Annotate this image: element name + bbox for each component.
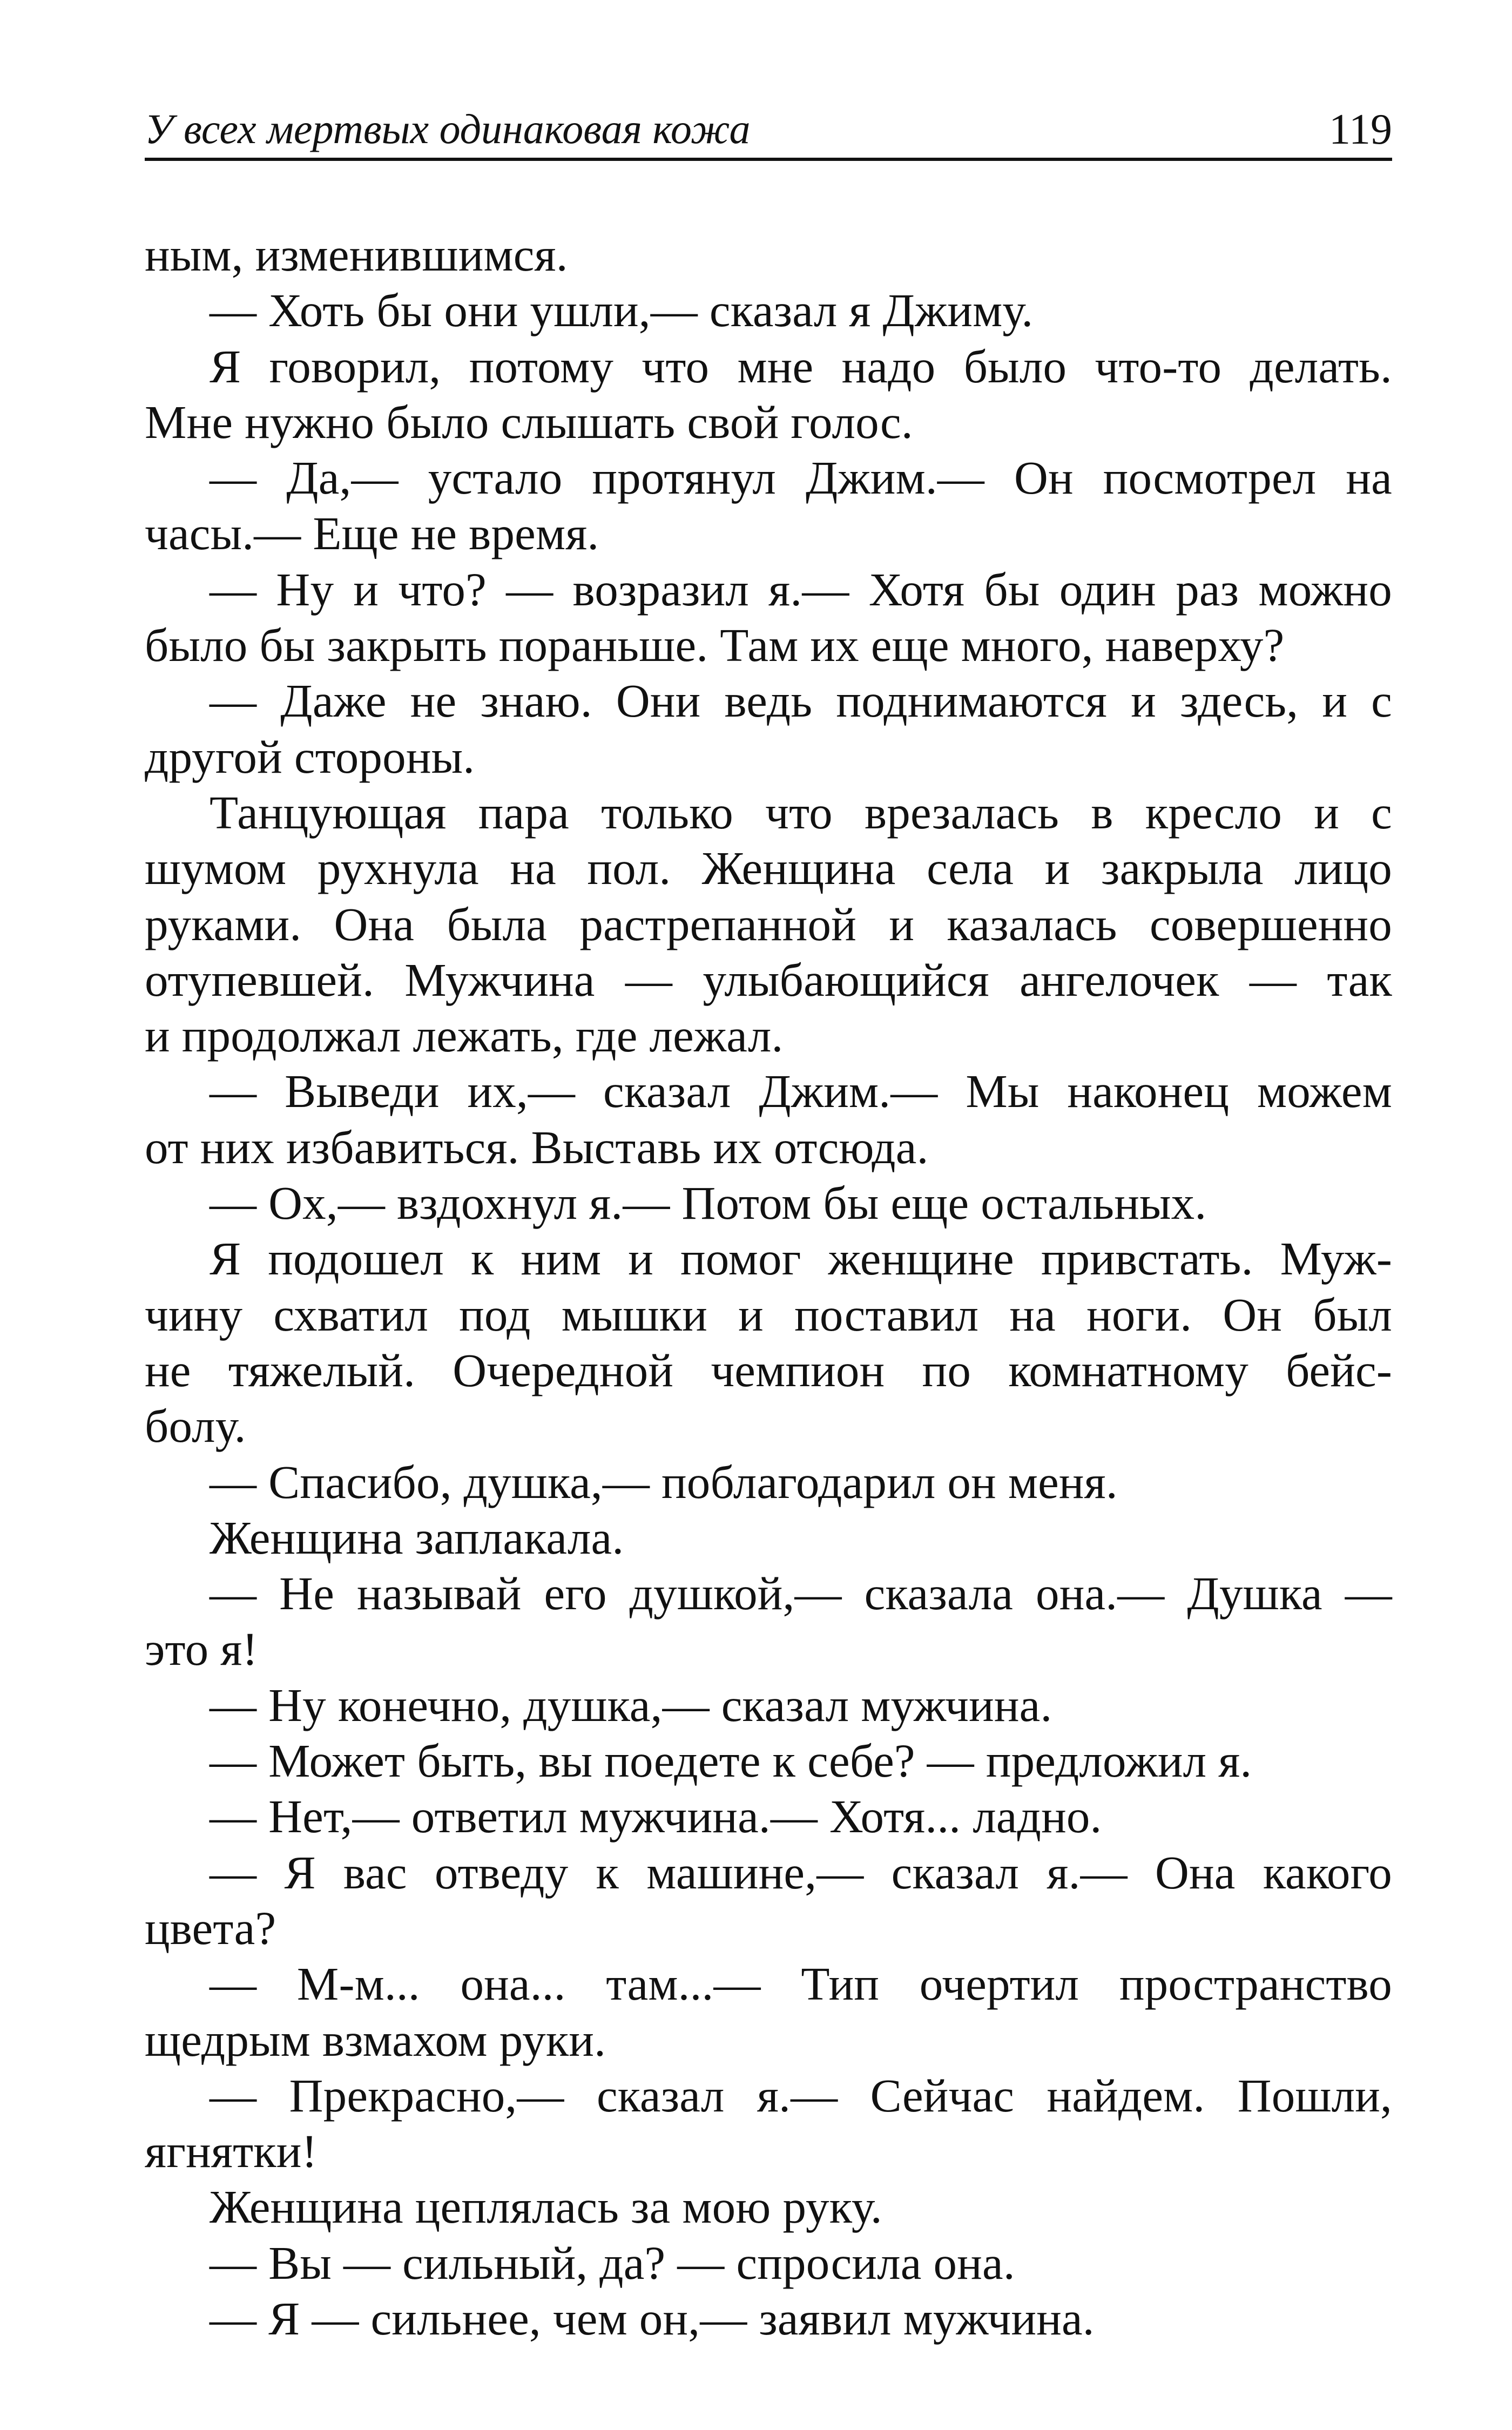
text-line: часы.— Еще не время. [145,507,599,560]
text-line: — Я вас отведу к машине,— сказал я.— Она какого [210,1846,1392,1899]
running-title: У всех мертвых одинаковая кожа [145,105,751,152]
text-line: ягнятки! [145,2125,318,2178]
text-line: — Вы — сильный, да? — спросила она. [210,2236,1015,2289]
text-line: — Ну и что? — возразил я.— Хотя бы один раз можно [210,563,1392,616]
text-line: — М-м... она... там...— Тип очертил пространство [210,1958,1392,2010]
text-line: Танцующая пара только что врезалась в кресло и с [210,786,1392,839]
text-line: Мне нужно было слышать свой голос. [145,395,913,448]
text-line: другой стороны. [145,730,475,783]
text-line: от них избавиться. Выставь их отсюда. [145,1120,929,1173]
text-line: — Ну конечно, душка,— сказал мужчина. [210,1678,1052,1731]
text-line: — Спасибо, душка,— поблагодарил он меня. [210,1455,1118,1508]
text-line: — Прекрасно,— сказал я.— Сейчас найдем. Пошли, [210,2069,1392,2122]
text-line: Я подошел к ним и помог женщине привстать. Муж- [210,1232,1392,1285]
text-line: было бы закрыть пораньше. Там их еще много, наверху? [145,619,1285,672]
text-line: болу. [145,1400,246,1453]
page-header [145,97,1392,165]
text-line: Я говорил, потому что мне надо было что-то делать. [210,340,1392,393]
text-line: шумом рухнула на пол. Женщина села и закрыла лицо [145,842,1392,895]
text-line: чину схватил под мышки и поставил на ноги. Он был [145,1288,1392,1341]
text-line: — Даже не знаю. Они ведь поднимаются и здесь, и с [210,674,1392,727]
text-line: руками. Она была растрепанной и казалась совершенно [145,897,1392,950]
text-line: — Выведи их,— сказал Джим.— Мы наконец можем [210,1065,1392,1118]
page-number: 119 [1328,106,1392,153]
text-line: Женщина цеплялась за мою руку. [210,2181,882,2233]
text-line: ным, изменившимся. [145,228,568,281]
header-rule [145,158,1392,161]
text-line: — Ох,— вздохнул я.— Потом бы еще остальных. [210,1177,1207,1230]
text-line: — Может быть, вы поедете к себе? — предложил я. [210,1734,1252,1787]
text-line: — Хоть бы они ушли,— сказал я Джиму. [210,284,1034,337]
text-line: — Не называй его душкой,— сказала она.— Душка — [210,1567,1392,1620]
text-line: Женщина заплакала. [210,1511,624,1564]
text-line: — Нет,— ответил мужчина.— Хотя... ладно. [210,1790,1102,1843]
body-text [145,227,1392,2346]
text-line: щедрым взмахом руки. [145,2013,606,2066]
text-line: цвета? [145,1901,276,1954]
text-line: — Я — сильнее, чем он,— заявил мужчина. [210,2292,1095,2345]
text-line: и продолжал лежать, где лежал. [145,1009,784,1062]
text-line: это я! [145,1623,258,1676]
text-line: не тяжелый. Очередной чемпион по комнатному бейс- [145,1344,1392,1396]
text-line: отупевшей. Мужчина — улыбающийся ангелочек — так [145,953,1392,1006]
text-line: — Да,— устало протянул Джим.— Он посмотрел на [210,451,1392,504]
